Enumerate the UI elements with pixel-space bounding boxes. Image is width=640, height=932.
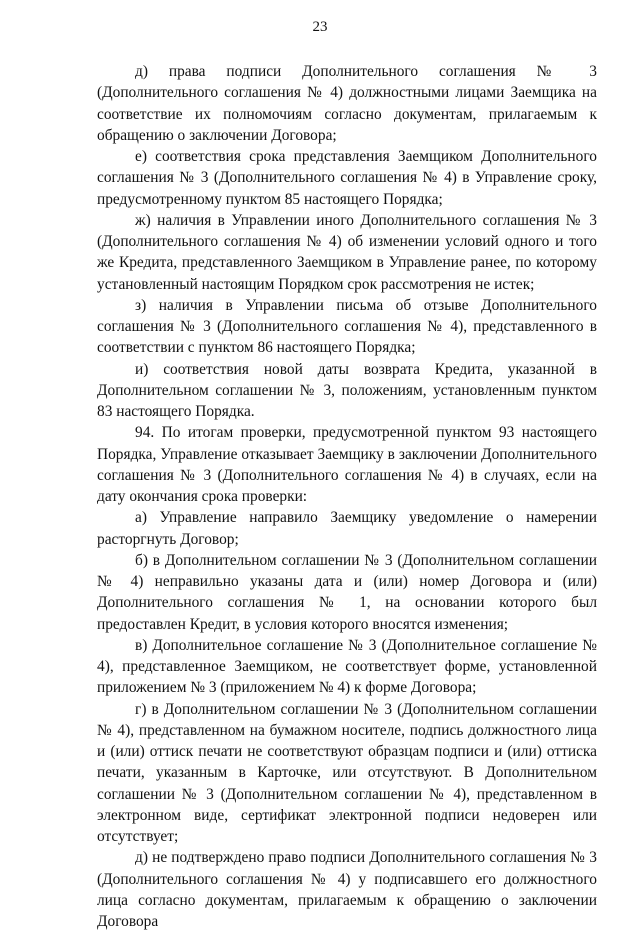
paragraph-e-submission-term: е) соответствия срока представления Заемщиком Дополнительного соглашения № 3 (Дополнительного соглашения № 4) в Управление сроку, предусмотренному пунктом 85 настоящего Порядка; (97, 148, 597, 208)
paragraph-z-withdrawal-letter: з) наличия в Управлении письма об отзыве Дополнительного соглашения № 3 (Дополнительного соглашения № 4), представленного в соответствии с пунктом 86 настоящего Порядка; (97, 296, 597, 357)
page-number: 23 (312, 19, 328, 35)
paragraph-i-repayment-date: и) соответствия новой даты возврата Кредита, указанной в Дополнительном соглашении № 3, положениям, установленным пунктом 83 настоящего Порядка. (97, 360, 597, 420)
paragraph-d-signature-rights: д) права подписи Дополнительного соглашения № 3 (Дополнительного соглашения № 4) должностными лицами Заемщика на соответствие их полномочиям согласно документам, прилагаемым к обращению о заключении Договора; (97, 63, 597, 144)
paragraph-g-signature-seal: г) в Дополнительном соглашении № 3 (Дополнительном соглашении № 4), представленном на бумажном носителе, подпись должностного лица и (или) оттиск печати не соответствуют образцам подписи и (или) оттиска печати, указанным в Карточке, или отсутствуют. В Дополнительном соглашении № 3 (Дополнительном соглашении № 4), представленном в электронном виде, сертификат электронной подписи недоверен или отсутствует; (97, 700, 597, 845)
document-body (97, 61, 597, 932)
paragraph-a-termination-notice: а) Управление направило Заемщику уведомление о намерении расторгнуть Договор; (97, 509, 597, 548)
paragraph-d-unconfirmed-right: д) не подтверждено право подписи Дополнительного соглашения № 3 (Дополнительного соглашения № 4) у подписавшего его должностного лица согласно документам, прилагаемым к обращению о заключении Договора (97, 849, 597, 930)
paragraph-v-form-mismatch: в) Дополнительное соглашение № 3 (Дополнительное соглашение № 4), представленное Заемщиком, не соответствует форме, установленной приложением № 3 (приложением № 4) к форме Договора; (97, 636, 597, 697)
paragraph-94-refusal: 94. По итогам проверки, предусмотренной пунктом 93 настоящего Порядка, Управление отказывает Заемщику в заключении Дополнительного соглашения № 3 (Дополнительного соглашения № 4) в случаях, если на дату окончания срока проверки: (97, 424, 597, 505)
paragraph-zh-other-agreement: ж) наличия в Управлении иного Дополнительного соглашения № 3 (Дополнительного соглашения № 4) об изменении условий одного и того же Кредита, представленного Заемщиком в Управление ранее, по которому установленный настоящим Порядком срок рассмотрения не истек; (97, 211, 597, 293)
paragraph-b-wrong-details: б) в Дополнительном соглашении № 3 (Дополнительном соглашении № 4) неправильно указаны дата и (или) номер Договора и (или) Дополнительного соглашения № 1, на основании которого был предоставлен Кредит, в условия которого вносятся изменения; (97, 551, 597, 633)
